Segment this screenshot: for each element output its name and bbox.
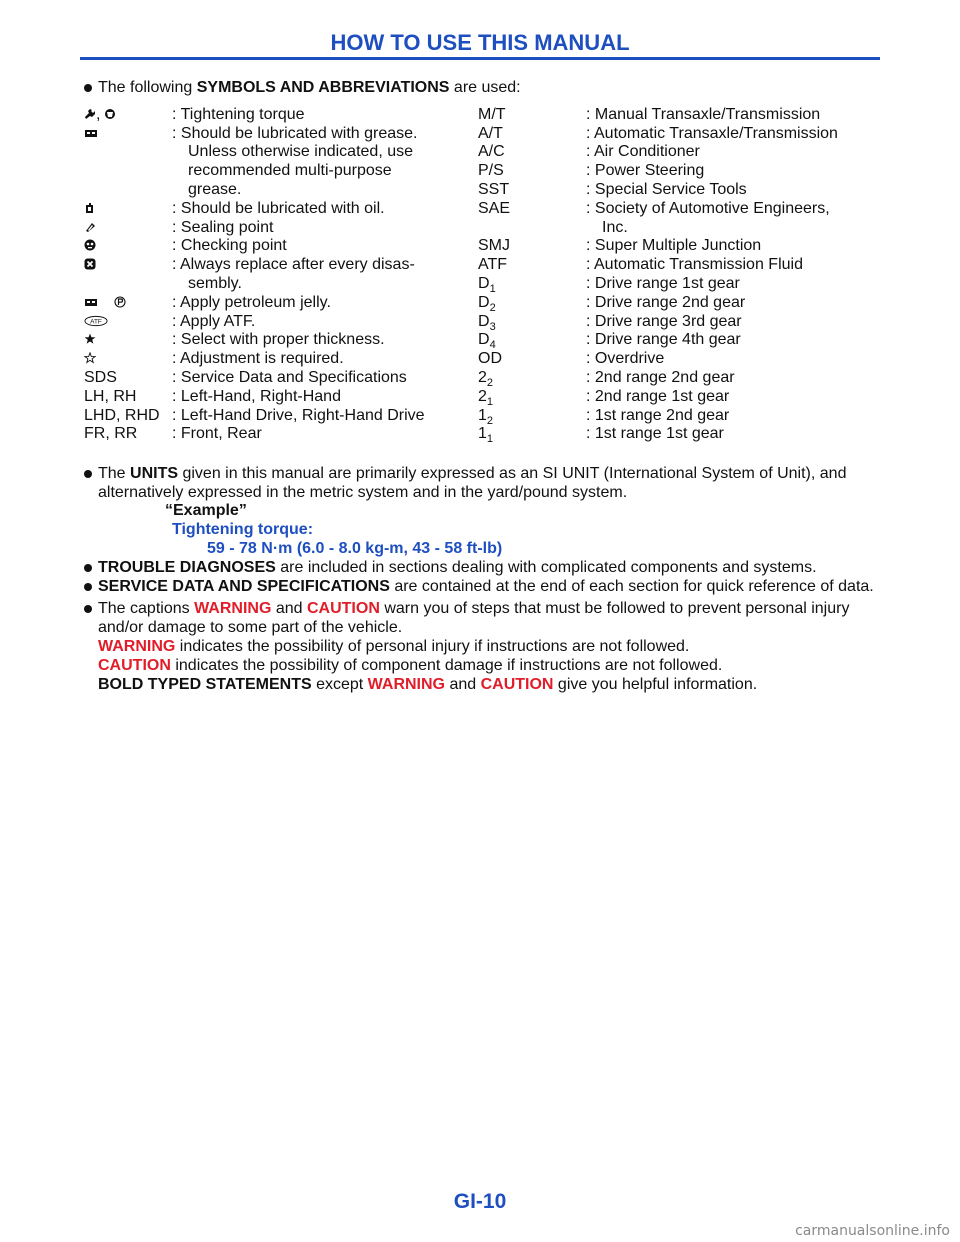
captions-pre: The captions xyxy=(98,600,195,618)
oil-can-icon xyxy=(84,202,96,214)
symbol-key xyxy=(84,256,96,275)
abbreviation-key: OD xyxy=(478,350,502,368)
symbol-key xyxy=(84,369,117,388)
symbol-row xyxy=(84,237,484,256)
symbol-row xyxy=(84,294,484,313)
intro-post: are used: xyxy=(449,79,521,96)
bold-caution: CAUTION xyxy=(480,675,554,693)
symbol-row xyxy=(84,219,484,238)
units-strong: UNITS xyxy=(130,464,179,482)
abbreviation-description: : Power Steering xyxy=(586,162,705,180)
warning-word: WARNING xyxy=(98,637,176,655)
abbreviation-key: $D_3$ xyxy=(478,312,496,333)
symbol-description: : Should be lubricated with oil. xyxy=(172,199,385,217)
abbreviation-row xyxy=(478,275,880,294)
symbol-description: : Select with proper thickness. xyxy=(172,331,385,349)
abbreviation-description: : Automatic Transmission Fluid xyxy=(586,256,803,274)
symbol-key xyxy=(84,200,96,219)
symbol-row xyxy=(84,143,484,162)
abbreviation-row xyxy=(478,219,880,238)
symbol-row xyxy=(84,369,484,388)
abbreviation-description: : 2nd range 1st gear xyxy=(586,387,730,405)
abbreviation-subscript: 4 xyxy=(489,339,496,352)
symbol-row xyxy=(84,388,484,407)
abbreviation-key: LH, RH xyxy=(84,387,137,405)
abbreviation-row xyxy=(478,350,880,369)
abbreviation-key: FR, RR xyxy=(84,425,138,443)
symbol-row xyxy=(84,407,484,426)
symbol-description: grease. xyxy=(188,180,242,198)
abbreviation-subscript: 2 xyxy=(489,301,496,314)
abbreviation-row xyxy=(478,256,880,275)
abbreviation-row xyxy=(478,162,880,181)
abbreviation-description: : Drive range 3rd gear xyxy=(586,312,742,330)
bold-strong: BOLD TYPED STATEMENTS xyxy=(98,675,312,693)
abbreviation-row xyxy=(478,425,880,444)
symbol-description: : Tightening torque xyxy=(172,105,305,123)
sealant-icon xyxy=(84,221,96,233)
abbreviation-row xyxy=(478,181,880,200)
trouble-strong: TROUBLE DIAGNOSES xyxy=(98,558,276,576)
symbol-description: : Always replace after every disas- xyxy=(172,256,415,274)
abbreviation-key: SAE xyxy=(478,199,511,217)
abbreviation-description: : 1st range 1st gear xyxy=(586,425,724,443)
abbreviation-description: : Drive range 1st gear xyxy=(586,274,740,292)
icon-separator: , xyxy=(96,105,101,123)
symbol-key xyxy=(84,425,137,444)
symbol-description: : Left-Hand, Right-Hand xyxy=(172,387,341,405)
symbol-row xyxy=(84,350,484,369)
abbreviation-key: $1_1$ xyxy=(478,425,494,446)
symbol-description: recommended multi-purpose xyxy=(188,162,392,180)
header-rule xyxy=(80,57,880,60)
sds-strong: SERVICE DATA AND SPECIFICATIONS xyxy=(98,577,390,595)
watermark-text: carmanualsonline.info xyxy=(795,1223,950,1239)
units-paragraph xyxy=(84,465,880,503)
abbreviation-description: : Drive range 4th gear xyxy=(586,331,741,349)
symbol-row xyxy=(84,331,484,350)
symbol-row xyxy=(84,106,484,125)
example-label: “Example” xyxy=(165,502,247,520)
symbol-description: : Left-Hand Drive, Right-Hand Drive xyxy=(172,406,425,424)
symbol-row xyxy=(84,256,484,275)
abbreviation-description: : 2nd range 2nd gear xyxy=(586,368,735,386)
abbreviation-row xyxy=(478,331,880,350)
symbols-table xyxy=(84,106,880,456)
symbol-key xyxy=(84,219,96,238)
abbreviation-key: $2_2$ xyxy=(478,368,494,389)
abbreviation-key: A/T xyxy=(478,124,503,142)
abbreviation-key: SST xyxy=(478,180,510,198)
symbol-description: : Apply ATF. xyxy=(172,312,256,330)
caution-line xyxy=(84,657,880,676)
captions-warning: WARNING xyxy=(194,600,272,618)
abbreviation-row xyxy=(478,200,880,219)
torque-wrench-tight-icon xyxy=(104,108,116,120)
outline-star-icon xyxy=(84,352,96,364)
abbreviation-description: : Air Conditioner xyxy=(586,143,700,161)
symbol-row xyxy=(84,125,484,144)
abbreviation-key: $1_2$ xyxy=(478,406,494,427)
page-content xyxy=(84,79,880,694)
page-header-title: HOW TO USE THIS MANUAL xyxy=(330,30,630,55)
grease-gun-icon xyxy=(84,296,98,308)
abbreviation-row xyxy=(478,313,880,332)
abbreviation-row xyxy=(478,388,880,407)
abbreviation-key: $D_1$ xyxy=(478,274,496,295)
grease-gun-icon xyxy=(84,127,98,139)
torque-label: Tightening torque: xyxy=(172,521,314,539)
symbol-description: : Apply petroleum jelly. xyxy=(172,293,331,311)
symbol-row xyxy=(84,275,484,294)
symbol-description: sembly. xyxy=(188,274,242,292)
intro-paragraph xyxy=(84,79,880,98)
captions-caution: CAUTION xyxy=(306,600,380,618)
symbols-left-column xyxy=(84,106,484,444)
abbreviation-subscript: 2 xyxy=(486,376,494,389)
petroleum-jelly-icon xyxy=(114,296,126,308)
caution-word: CAUTION xyxy=(98,656,171,674)
abbreviation-row xyxy=(478,294,880,313)
abbreviation-row xyxy=(478,237,880,256)
abbreviation-description: : Super Multiple Junction xyxy=(586,237,762,255)
abbreviation-description: : Overdrive xyxy=(586,350,665,368)
abbreviation-description: : Society of Automotive Engineers, xyxy=(586,199,830,217)
symbol-key xyxy=(84,106,116,125)
symbols-right-column xyxy=(478,106,880,444)
abbreviation-description: : 1st range 2nd gear xyxy=(586,406,730,424)
bold-post: give you helpful information. xyxy=(553,675,758,693)
abbreviation-row xyxy=(478,407,880,426)
symbol-key xyxy=(84,388,136,407)
abbreviation-subscript: 1 xyxy=(489,282,496,295)
abbreviation-key: P/S xyxy=(478,162,504,180)
bold-statements-line xyxy=(84,676,880,695)
intro-strong: SYMBOLS AND ABBREVIATIONS xyxy=(196,79,450,96)
symbol-description: : Front, Rear xyxy=(172,425,262,443)
captions-paragraph xyxy=(84,600,880,638)
symbol-row xyxy=(84,425,484,444)
caution-line-text: indicates the possibility of component damage if instructions are not followed. xyxy=(170,656,723,674)
bold-except: except xyxy=(311,675,368,693)
abbreviation-description: : Automatic Transaxle/Transmission xyxy=(586,124,838,142)
abbreviation-description: : Special Service Tools xyxy=(586,180,747,198)
abbreviation-key: LHD, RHD xyxy=(84,406,160,424)
abbreviation-description: : Drive range 2nd gear xyxy=(586,293,746,311)
warning-line-text: indicates the possibility of personal injury if instructions are not followed. xyxy=(175,637,690,655)
abbreviation-key: SMJ xyxy=(478,237,510,255)
symbol-description: : Checking point xyxy=(172,237,287,255)
symbol-key xyxy=(84,313,108,332)
captions-post: warn you of steps that must be followed to prevent personal injury and/or damage to some part of the vehicle. xyxy=(98,600,850,637)
abbreviation-subscript: 3 xyxy=(489,320,496,333)
units-post: given in this manual are primarily expressed as an SI UNIT (International System of Unit), and alternatively expressed in the metric system and in the yard/pound system. xyxy=(98,464,847,501)
symbol-key xyxy=(84,407,160,426)
symbol-row xyxy=(84,200,484,219)
symbol-row xyxy=(84,181,484,200)
abbreviation-key: M/T xyxy=(478,105,506,123)
warning-line xyxy=(84,638,880,657)
svg-text:ATF: ATF xyxy=(90,317,102,325)
replace-x-icon xyxy=(84,258,96,270)
abbreviation-key: $2_1$ xyxy=(478,387,494,408)
abbreviation-key: A/C xyxy=(478,143,505,161)
abbreviation-key: $D_2$ xyxy=(478,293,496,314)
abbreviation-row xyxy=(478,143,880,162)
bold-and: and xyxy=(445,675,481,693)
torque-value: 59 - 78 N·m (6.0 - 8.0 kg-m, 43 - 58 ft-lb) xyxy=(207,539,503,557)
trouble-post: are included in sections dealing with complicated components and systems. xyxy=(275,558,817,576)
checking-eye-icon xyxy=(84,239,96,251)
abbreviation-description: Inc. xyxy=(602,218,628,236)
sds-paragraph xyxy=(84,578,880,597)
symbol-key xyxy=(84,237,96,256)
symbol-key xyxy=(84,125,98,144)
abbreviation-row xyxy=(478,369,880,388)
abbreviation-subscript: 1 xyxy=(486,433,494,446)
symbol-key xyxy=(84,350,96,369)
abbreviation-subscript: 1 xyxy=(486,395,494,408)
abbreviation-row xyxy=(478,125,880,144)
symbol-row xyxy=(84,313,484,332)
abbreviation-key: $D_4$ xyxy=(478,331,496,352)
abbreviation-key: SDS xyxy=(84,368,117,386)
abbreviation-description: : Manual Transaxle/Transmission xyxy=(586,105,821,123)
torque-wrench-icon xyxy=(84,108,96,120)
intro-pre: The following xyxy=(98,79,197,96)
abbreviation-row xyxy=(478,106,880,125)
abbreviation-key: ATF xyxy=(478,256,508,274)
symbol-key xyxy=(84,331,96,350)
units-pre: The xyxy=(98,464,131,482)
symbol-description: : Sealing point xyxy=(172,218,274,236)
abbreviation-subscript: 2 xyxy=(486,414,494,427)
symbol-description: Unless otherwise indicated, use xyxy=(188,143,414,161)
symbol-description: : Should be lubricated with grease. xyxy=(172,124,418,142)
captions-and: and xyxy=(271,600,307,618)
bold-warning: WARNING xyxy=(367,675,445,693)
atf-oval-icon xyxy=(84,315,108,327)
symbol-description: : Adjustment is required. xyxy=(172,350,344,368)
trouble-paragraph xyxy=(84,559,880,578)
symbol-description: : Service Data and Specifications xyxy=(172,368,407,386)
sds-post: are contained at the end of each section for quick reference of data. xyxy=(389,577,874,595)
symbol-key xyxy=(84,294,126,313)
solid-star-icon xyxy=(84,333,96,345)
page-code: GI-10 xyxy=(453,1190,507,1213)
symbol-row xyxy=(84,162,484,181)
